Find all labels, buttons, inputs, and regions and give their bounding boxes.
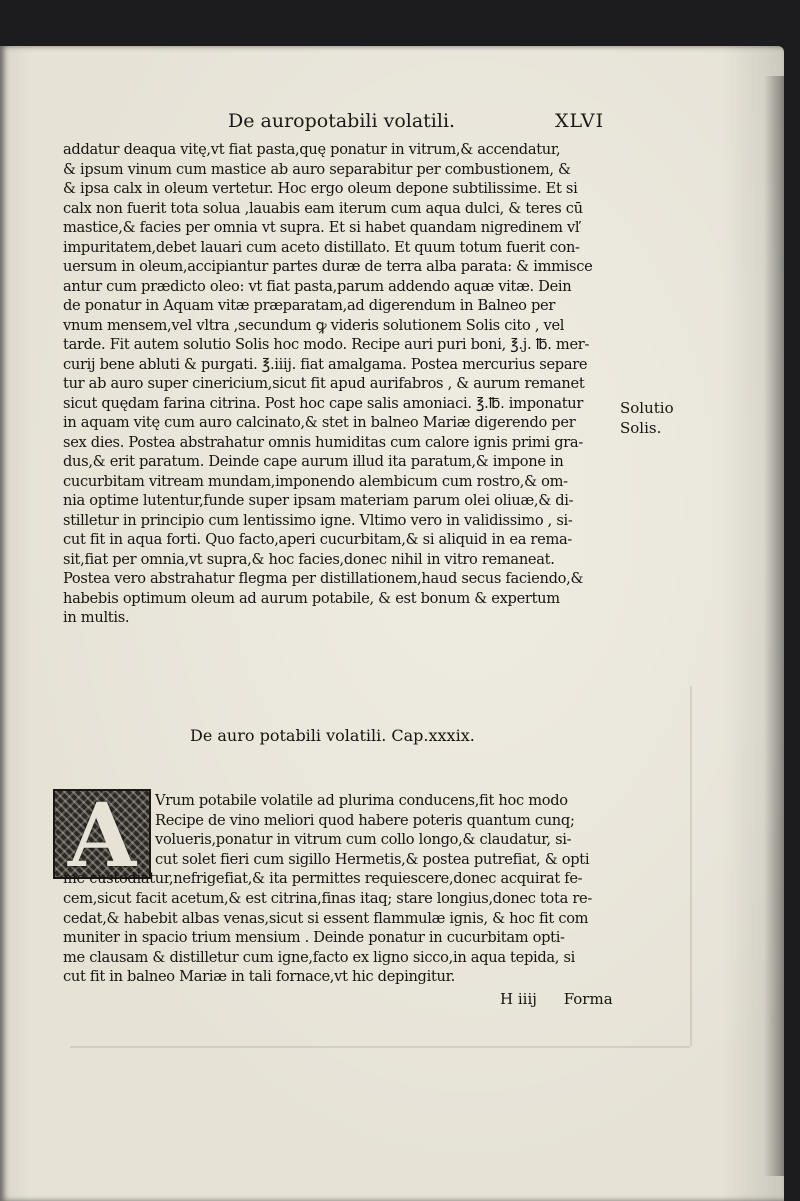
text-line: nia optime lutentur,funde super ipsam materiam parum olei oliuæ,& di- (63, 492, 574, 509)
text-line: tur ab auro super cinericium,sicut fit apud aurifabros , & aurum remanet (63, 375, 585, 392)
text-line: volueris,ponatur in vitrum cum collo longo,& claudatur, si- (155, 831, 572, 849)
text-line: addatur deaqua vitę,vt fiat pasta,quę ponatur in vitrum,& accendatur, (63, 141, 561, 158)
text-line: vnum mensem,vel vltra ,secundum ꝙ videris solutionem Solis cito , vel (63, 316, 565, 334)
text-line: in multis. (63, 609, 130, 626)
text-line: stilletur in principio cum lentissimo igne. Vltimo vero in validissimo , si- (63, 511, 573, 529)
running-head (0, 110, 784, 140)
text-line: Postea vero abstrahatur flegma per distillationem,haud secus faciendo,& (63, 570, 584, 587)
text-line: me clausam & distilletur cum igne,facto ex ligno sicco,in aqua tepida, si (63, 948, 576, 966)
text-line: curij bene abluti & purgati. ℥.iiij. fiat amalgama. Postea mercurius separe (63, 355, 588, 373)
book-page (0, 46, 784, 1201)
chapter-text (63, 791, 623, 987)
text-line: de ponatur in Aquam vitæ præparatam,ad digerendum in Balneo per (63, 297, 556, 314)
text-line: cut fit in balneo Mariæ in tali fornace,vt hic depingitur. (63, 968, 456, 986)
running-head-title: De auropotabili volatili. (228, 110, 456, 132)
show-through-line (70, 1046, 690, 1048)
text-line: Recipe de vino meliori quod habere poteris quantum cunq; (155, 811, 575, 829)
text-line: tarde. Fit autem solutio Solis hoc modo. Recipe auri puri boni, ℥.j. ℔. mer- (63, 336, 590, 353)
text-line: uersum in oleum,accipiantur partes duræ de terra alba parata: & immisce (63, 258, 593, 275)
text-line: sit,fiat per omnia,vt supra,& hoc facies,donec nihil in vitro remaneat. (63, 550, 555, 568)
show-through-line (690, 686, 692, 1046)
folio-number: XLVI (555, 110, 605, 132)
signature-mark: H iiij (500, 990, 537, 1008)
text-line: cut solet fieri cum sigillo Hermetis,& postea putrefiat, & opti (155, 850, 590, 868)
text-line: impuritatem,debet lauari cum aceto distillato. Et quum totum fuerit con- (63, 238, 580, 256)
text-line: habebis optimum oleum ad aurum potabile, & est bonum & expertum (63, 589, 560, 607)
text-line: antur cum prædicto oleo: vt fiat pasta,parum addendo aquæ vitæ. Dein (63, 277, 572, 295)
initial-letter: A (67, 789, 137, 879)
text-line: muniter in spacio trium mensium . Deinde ponatur in cucurbitam opti- (63, 929, 565, 947)
text-line: sicut quędam farina citrina. Post hoc cape salis amoniaci. ℥.℔. imponatur (63, 394, 584, 412)
text-line: cedat,& habebit albas venas,sicut si essent flammulæ ignis, & hoc fit com (63, 909, 589, 927)
text-line: sex dies. Postea abstrahatur omnis humiditas cum calore ignis primi gra- (63, 433, 583, 451)
text-line: cem,sicut facit acetum,& est citrina,finas itaq; stare longius,donec tota re- (63, 889, 592, 907)
margin-note (620, 398, 680, 438)
paragraph-main (63, 140, 618, 628)
catchword: Forma (563, 990, 613, 1008)
margin-note-line: Solis. (620, 419, 662, 437)
text-line: & ipsa calx in oleum vertetur. Hoc ergo oleum depone subtilissime. Et si (63, 180, 578, 197)
text-line: cucurbitam vitream mundam,imponendo alembicum cum rostro,& om- (63, 472, 568, 490)
text-line: mastice,& facies per omnia vt supra. Et si habet quandam nigredinem vľ (63, 219, 580, 236)
text-line: calx non fuerit tota solua ,lauabis eam iterum cum aqua dulci, & teres cū (63, 199, 583, 217)
page-edge-shadow (764, 76, 784, 1176)
text-line: cut fit in aqua forti. Quo facto,aperi cucurbitam,& si aliquid in ea rema- (63, 531, 573, 548)
text-line: & ipsum vinum cum mastice ab auro separabitur per combustionem, & (63, 160, 571, 178)
chapter-heading: De auro potabili volatili. Cap.xxxix. (190, 726, 475, 745)
text-line: Vrum potabile volatile ad plurima conducens,fit hoc modo (155, 792, 568, 809)
text-line: me custodiatur,nefrigefiat,& ita permittes requiescere,donec acquirat fe- (63, 870, 583, 888)
text-line: dus,& erit paratum. Deinde cape aurum illud ita paratum,& impone in (63, 453, 564, 470)
margin-note-line: Solutio (620, 399, 674, 417)
text-line: in aquam vitę cum auro calcinato,& stet in balneo Mariæ digerendo per (63, 414, 576, 431)
page-footer (500, 990, 613, 1008)
